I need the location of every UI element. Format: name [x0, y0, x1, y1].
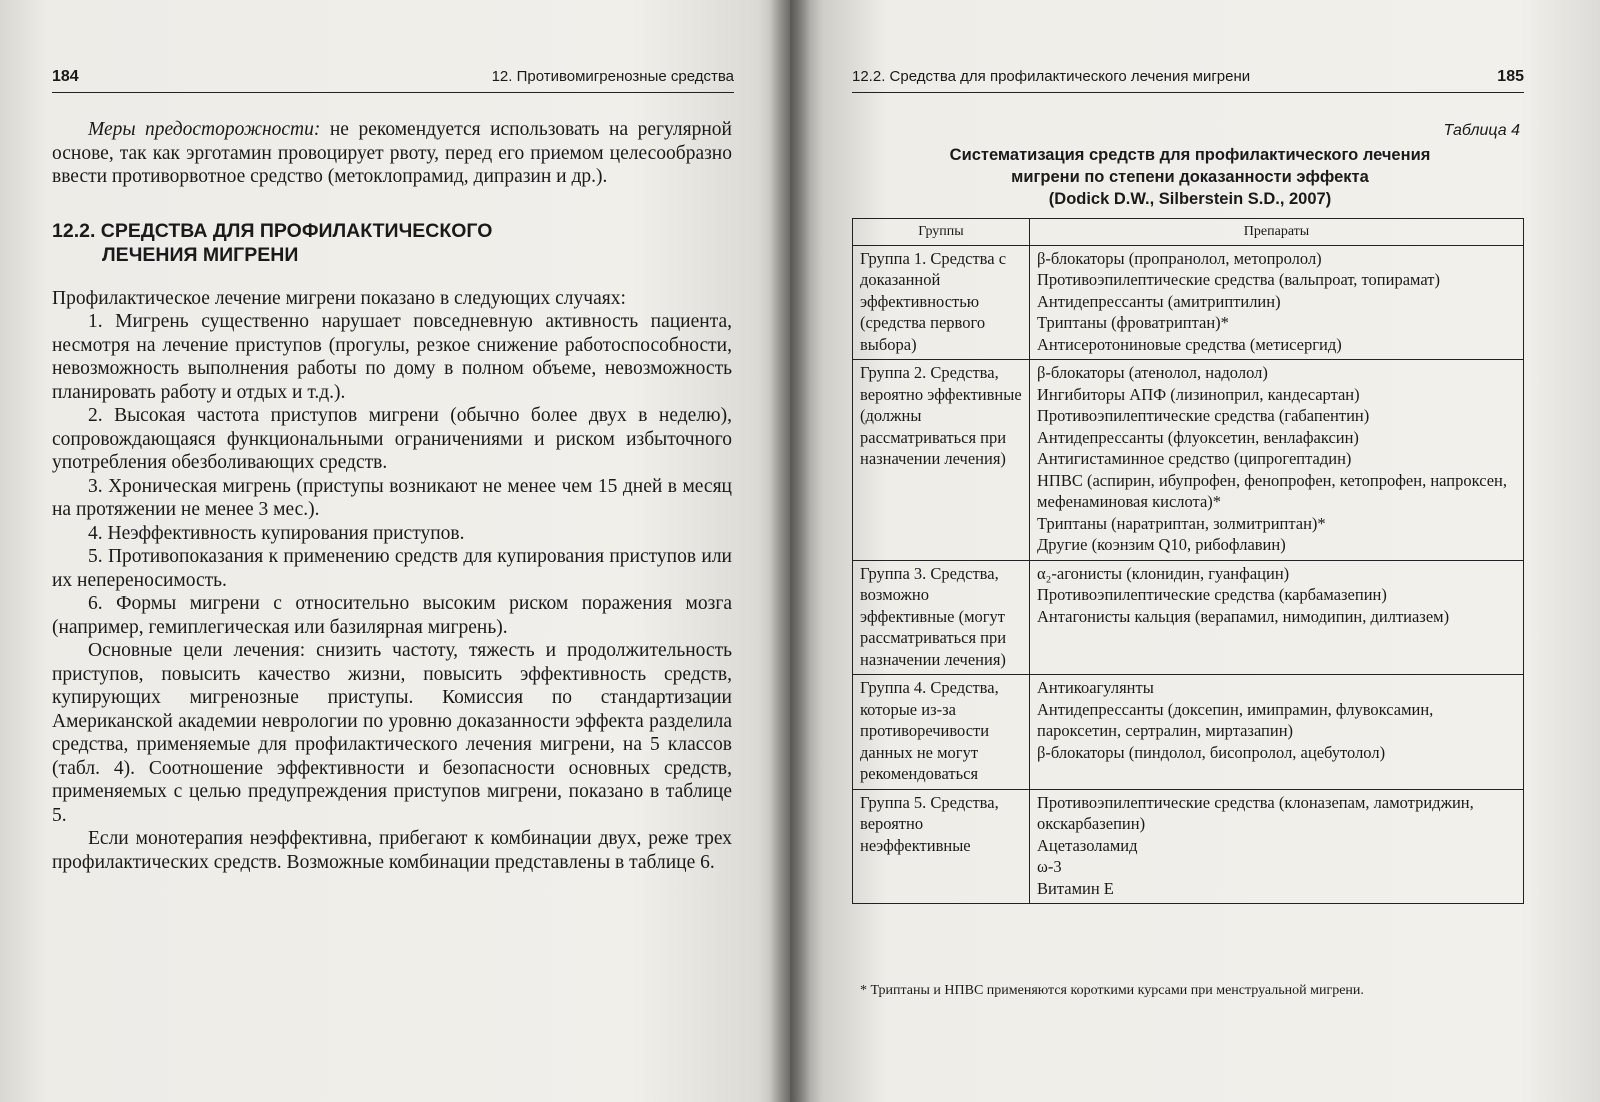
group-cell: Группа 3. Средства, возможно эффективные (могут рассматриваться при назначении лечения) — [853, 560, 1030, 675]
indication-1: 1. Мигрень существенно нарушает повседневную активность пациента, несмотря на лечение приступов (прогулы, резкое снижение работоспособности, невозможность выполнения работы по дому в полном объеме, невозможность планировать работу и отдых и т.д.). — [52, 311, 732, 403]
precautions-paragraph — [52, 118, 732, 189]
left-page-body — [52, 118, 732, 874]
drugs-cell — [1030, 245, 1524, 360]
section-heading-line2: ЛЕЧЕНИЯ МИГРЕНИ — [102, 243, 299, 266]
intro-paragraph: Профилактическое лечение мигрени показано в следующих случаях: — [52, 287, 626, 309]
drug-line: Другие (коэнзим Q10, рибофлавин) — [1037, 535, 1286, 554]
drugs-cell — [1030, 560, 1524, 675]
page-number: 184 — [52, 68, 79, 85]
table-row — [853, 560, 1524, 675]
drug-line: Антагонисты кальция (верапамил, нимодипин, дилтиазем) — [1037, 606, 1450, 626]
section-heading-line1: 12.2. СРЕДСТВА ДЛЯ ПРОФИЛАКТИЧЕСКОГО — [52, 219, 493, 242]
prophylaxis-table — [852, 218, 1524, 904]
book-spine — [770, 0, 810, 1102]
header-rule — [52, 92, 734, 93]
drug-line: Ингибиторы АПФ (лизиноприл, кандесартан) — [1037, 384, 1360, 404]
header-groups: Группы — [853, 219, 1030, 246]
header-rule — [852, 92, 1524, 93]
drug-line: Антидепрессанты (флуоксетин, венлафаксин) — [1037, 427, 1359, 447]
combination-paragraph: Если монотерапия неэффективна, прибегают к комбинации двух, реже трех профилактических средств. Возможные комбинации представлены в таблице 6. — [52, 828, 732, 873]
drug-line: Антидепрессанты (амитриптилин) — [1037, 291, 1281, 311]
drug-line: Триптаны (фроватриптан)* — [1037, 313, 1229, 332]
indication-4: 4. Неэффективность купирования приступов. — [88, 522, 465, 544]
table-row — [853, 245, 1524, 360]
indication-3: 3. Хроническая мигрень (приступы возникают не менее чем 15 дней в месяц на протяжении не менее 3 мес.). — [52, 475, 732, 520]
drug-line: Противоэпилептические средства (вальпроат, топирамат) — [1037, 270, 1440, 289]
table-footnote: * Триптаны и НПВС применяются короткими курсами при менструальной мигрени. — [860, 983, 1364, 998]
table-row — [853, 360, 1524, 561]
table-title — [850, 144, 1530, 210]
drug-line: Витамин Е — [1037, 878, 1114, 898]
table-label: Таблица 4 — [1443, 122, 1520, 139]
drug-line: β-блокаторы (пропранолол, метопролол) — [1037, 248, 1322, 268]
group-cell: Группа 2. Средства, вероятно эффективные (должны рассматриваться при назначении лечения) — [853, 360, 1030, 561]
drug-line: Противоэпилептические средства (габапентин) — [1037, 406, 1370, 425]
drug-line: β-блокаторы (атенолол, надолол) — [1037, 363, 1268, 382]
indication-6: 6. Формы мигрени с относительно высоким риском поражения мозга (например, гемиплегическая или базилярная мигрень). — [52, 593, 732, 638]
table-title-line: (Dodick D.W., Silberstein S.D., 2007) — [1048, 190, 1332, 208]
drug-line: Антидепрессанты (доксепин, имипрамин, флувоксамин, пароксетин, сертралин, миртазапин) — [1037, 699, 1434, 740]
drugs-cell — [1030, 360, 1524, 561]
drug-line: Ацетазоламид — [1037, 835, 1138, 855]
page-number: 185 — [1497, 68, 1524, 85]
section-heading — [52, 219, 732, 267]
table-row — [853, 789, 1524, 904]
drug-line: Антигистаминное средство (ципрогептадин) — [1037, 449, 1352, 468]
drug-line: НПВС (аспирин, ибупрофен, фенопрофен, кетопрофен, напроксен, мефенаминовая кислота)* — [1037, 470, 1507, 511]
table-title-line: Систематизация средств для профилактического лечения — [949, 146, 1431, 164]
precautions-label: Меры предосторожности: — [88, 119, 321, 140]
table-title-line: мигрени по степени доказанности эффекта — [1011, 168, 1369, 186]
drug-line: β-блокаторы (пиндолол, бисопролол, ацебутолол) — [1037, 742, 1386, 762]
right-page-number — [1460, 68, 1524, 86]
drug-line: α₂-агонисты (клонидин, гуанфацин) — [1037, 563, 1290, 583]
left-running-title: 12. Противомигренозные средства — [491, 68, 734, 85]
drug-line: Противоэпилептические средства (карбамазепин) — [1037, 585, 1387, 604]
indication-5: 5. Противопоказания к применению средств для купирования приступов или их непереносимость. — [52, 546, 732, 591]
goals-paragraph: Основные цели лечения: снизить частоту, тяжесть и продолжительность приступов, повысить качество жизни, повысить эффективность средств, купирующих мигренозные приступы. Комиссия по стандартизации Американской академии неврологии по уровню доказанности эффекта разделила средства, применяемые для профилактического лечения мигрени, на 5 классов (табл. 4). Соотношение эффективности и безопасности основных средств, применяемых с целью предупреждения приступов мигрени, показано в таблице 5. — [52, 640, 732, 826]
drug-line: Антикоагулянты — [1037, 678, 1154, 697]
table-row — [853, 675, 1524, 790]
drugs-cell — [1030, 675, 1524, 790]
header-drugs: Препараты — [1030, 219, 1524, 246]
drug-line: Противоэпилептические средства (клоназепам, ламотриджин, окскарбазепин) — [1037, 792, 1474, 833]
group-cell: Группа 1. Средства с доказанной эффективностью (средства первого выбора) — [853, 245, 1030, 360]
drug-line: ω-3 — [1037, 857, 1062, 876]
drugs-cell — [1030, 789, 1524, 904]
precautions-text: не рекомендуется использовать на регулярной основе, так как эрготамин провоцирует рвоту, перед его приемом целесообразно ввести противорвотное средство (метоклопрамид, дипразин и др.). — [52, 119, 732, 187]
drug-line: Триптаны (наратриптан, золмитриптан)* — [1037, 513, 1326, 533]
group-cell: Группа 5. Средства, вероятно неэффективные — [853, 789, 1030, 904]
drug-line: Антисеротониновые средства (метисергид) — [1037, 334, 1342, 354]
group-cell: Группа 4. Средства, которые из-за противоречивости данных не могут рекомендоваться — [853, 675, 1030, 790]
left-page-number — [52, 68, 79, 86]
table-header-row — [853, 219, 1524, 246]
right-running-title: 12.2. Средства для профилактического лечения мигрени — [852, 68, 1251, 85]
indication-2: 2. Высокая частота приступов мигрени (обычно более двух в неделю), сопровождающаяся функциональными ограничениями и риском избыточного употребления обезболивающих средств. — [52, 405, 732, 473]
